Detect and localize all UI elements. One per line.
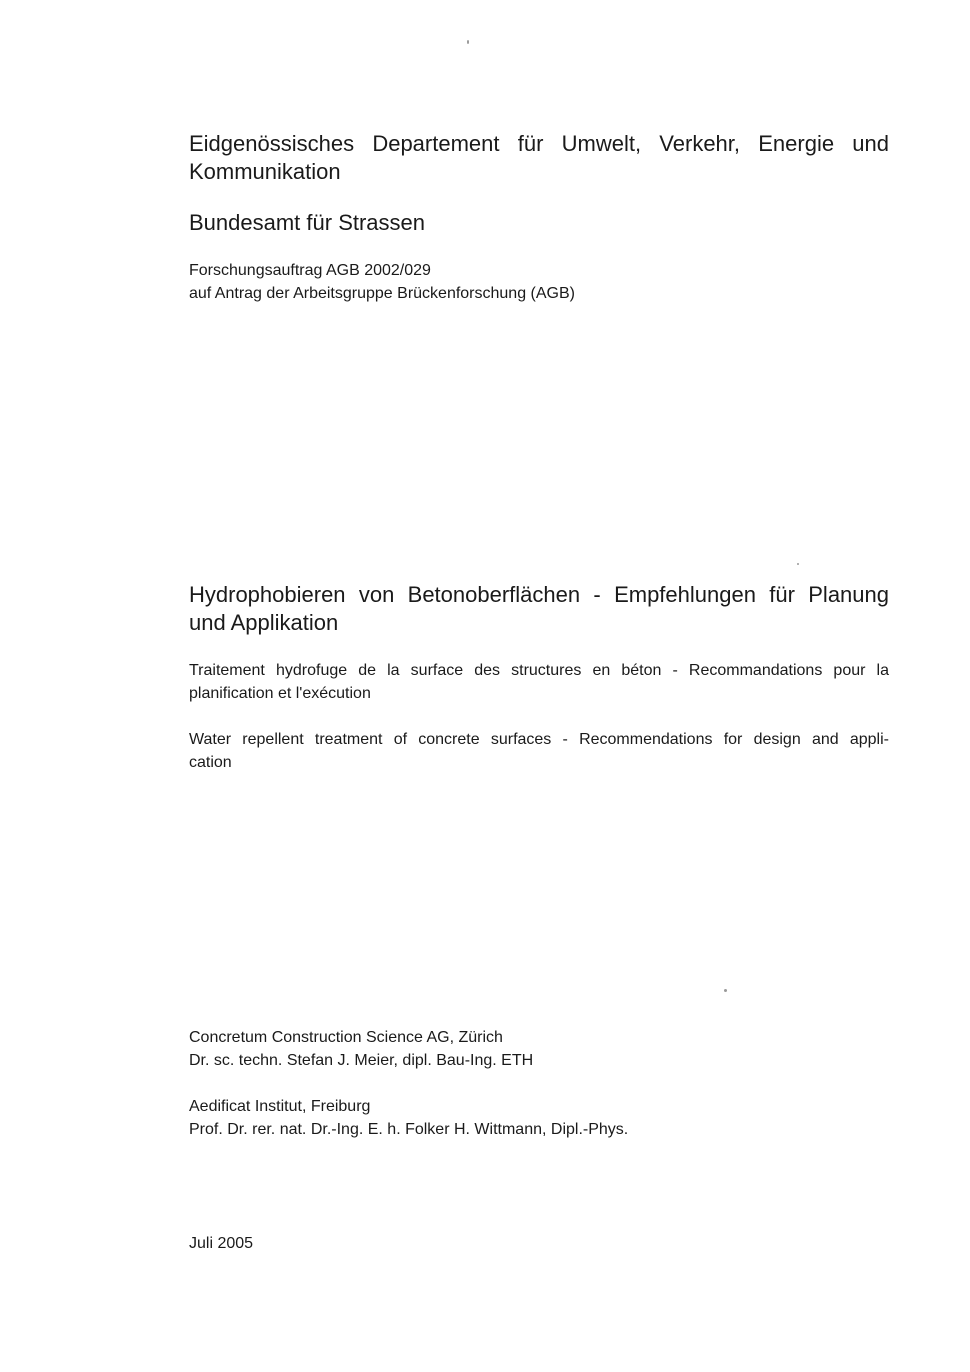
title-french-line-1: Traitement hydrofuge de la surface des structures en béton - Recommandations pour la [189, 662, 889, 679]
title-english [189, 728, 889, 774]
research-order-line-2: auf Antrag der Arbeitsgruppe Brückenforschung (AGB) [189, 285, 575, 302]
author-concretum [189, 1026, 889, 1072]
department-heading [189, 130, 889, 186]
title-english-line-1: Water repellent treatment of concrete surfaces - Recommendations for design and appli- [189, 731, 889, 748]
office-name: Bundesamt für Strassen [189, 210, 426, 235]
date-text: Juli 2005 [189, 1235, 254, 1252]
scan-speck [724, 989, 727, 992]
title-german-line-2: und Applikation [189, 610, 339, 635]
author-person: Dr. sc. techn. Stefan J. Meier, dipl. Bau-Ing. ETH [189, 1052, 534, 1069]
author-institution: Concretum Construction Science AG, Zürich [189, 1029, 503, 1046]
author-aedificat [189, 1095, 889, 1141]
office-heading [189, 209, 889, 237]
scan-speck [467, 40, 469, 44]
title-french [189, 659, 889, 705]
department-line-1: Eidgenössisches Departement für Umwelt, Verkehr, Energie und [189, 131, 889, 156]
title-french-line-2: planification et l'exécution [189, 685, 371, 702]
scan-speck [797, 563, 799, 565]
department-line-2: Kommunikation [189, 159, 341, 184]
research-order-line-1: Forschungsauftrag AGB 2002/029 [189, 262, 431, 279]
research-order [189, 259, 889, 305]
title-english-line-2: cation [189, 754, 232, 771]
author-institution: Aedificat Institut, Freiburg [189, 1098, 371, 1115]
publication-date [189, 1232, 889, 1255]
author-person: Prof. Dr. rer. nat. Dr.-Ing. E. h. Folker H. Wittmann, Dipl.-Phys. [189, 1121, 629, 1138]
title-german-line-1: Hydrophobieren von Betonoberflächen - Empfehlungen für Planung [189, 582, 889, 607]
title-german [189, 581, 889, 637]
